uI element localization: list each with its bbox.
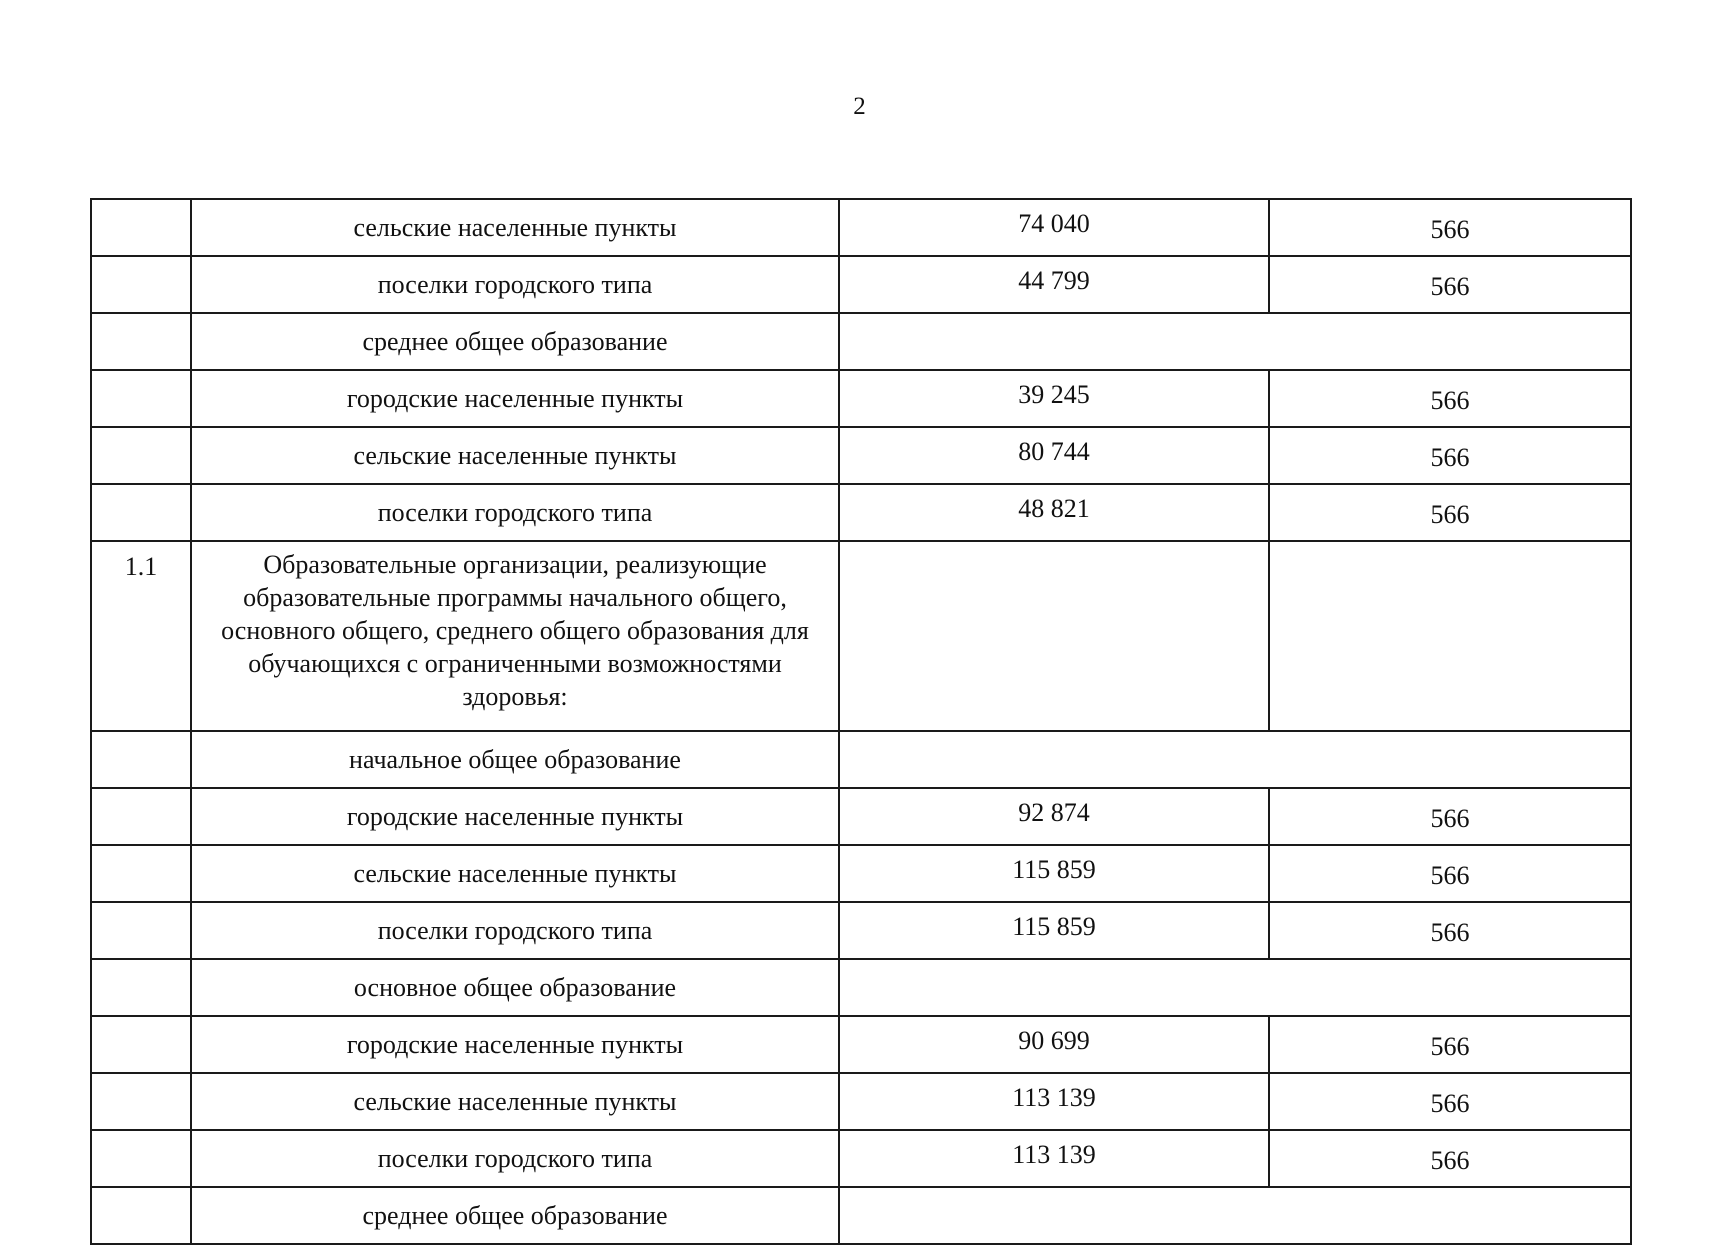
row-rate: 566 (1269, 370, 1631, 427)
row-number (91, 313, 191, 370)
merged-empty-cell (839, 1187, 1631, 1244)
row-rate: 566 (1269, 256, 1631, 313)
row-value: 39 245 (839, 370, 1269, 427)
row-rate: 566 (1269, 1016, 1631, 1073)
row-label: городские населенные пункты (191, 1016, 839, 1073)
row-number (91, 199, 191, 256)
row-number (91, 1073, 191, 1130)
row-value: 44 799 (839, 256, 1269, 313)
table-row (91, 902, 1631, 959)
row-value: 48 821 (839, 484, 1269, 541)
section-label: среднее общее образование (191, 313, 839, 370)
row-number (91, 1016, 191, 1073)
merged-empty-cell (839, 313, 1631, 370)
cost-standards-table (90, 198, 1632, 1245)
table-row (91, 1130, 1631, 1187)
row-rate: 566 (1269, 1073, 1631, 1130)
row-value: 92 874 (839, 788, 1269, 845)
row-value: 115 859 (839, 902, 1269, 959)
row-number (91, 788, 191, 845)
row-value: 74 040 (839, 199, 1269, 256)
section-label: среднее общее образование (191, 1187, 839, 1244)
section-label: начальное общее образование (191, 731, 839, 788)
row-label: городские населенные пункты (191, 788, 839, 845)
table-section-row (91, 731, 1631, 788)
row-label: Образовательные организации, реализующие образовательные программы начального общего, основного общего, среднего общего образования для обучающихся с ограниченными возможностями здоровья: (191, 541, 839, 731)
table-row (91, 1016, 1631, 1073)
row-number (91, 902, 191, 959)
table-row (91, 199, 1631, 256)
table-heading-row (91, 541, 1631, 731)
row-number (91, 1130, 191, 1187)
row-rate: 566 (1269, 902, 1631, 959)
section-label: основное общее образование (191, 959, 839, 1016)
row-value: 90 699 (839, 1016, 1269, 1073)
table-row (91, 484, 1631, 541)
merged-empty-cell (839, 731, 1631, 788)
page-number: 2 (853, 93, 866, 120)
row-value (839, 541, 1269, 731)
row-number (91, 1187, 191, 1244)
row-label: сельские населенные пункты (191, 199, 839, 256)
row-rate (1269, 541, 1631, 731)
row-label: поселки городского типа (191, 256, 839, 313)
table-row (91, 1073, 1631, 1130)
row-label: поселки городского типа (191, 902, 839, 959)
row-number: 1.1 (91, 541, 191, 731)
row-number (91, 731, 191, 788)
table-section-row (91, 313, 1631, 370)
row-number (91, 370, 191, 427)
row-number (91, 427, 191, 484)
row-label: сельские населенные пункты (191, 427, 839, 484)
row-value: 113 139 (839, 1073, 1269, 1130)
table-row (91, 427, 1631, 484)
table-section-row (91, 959, 1631, 1016)
row-label: поселки городского типа (191, 484, 839, 541)
merged-empty-cell (839, 959, 1631, 1016)
row-label: сельские населенные пункты (191, 1073, 839, 1130)
row-rate: 566 (1269, 788, 1631, 845)
table-row (91, 845, 1631, 902)
row-value: 80 744 (839, 427, 1269, 484)
row-number (91, 256, 191, 313)
row-rate: 566 (1269, 845, 1631, 902)
table-section-row (91, 1187, 1631, 1244)
row-rate: 566 (1269, 199, 1631, 256)
row-value: 115 859 (839, 845, 1269, 902)
table-row (91, 788, 1631, 845)
row-value: 113 139 (839, 1130, 1269, 1187)
row-label: сельские населенные пункты (191, 845, 839, 902)
row-number (91, 845, 191, 902)
table-row (91, 370, 1631, 427)
row-rate: 566 (1269, 427, 1631, 484)
row-rate: 566 (1269, 484, 1631, 541)
table-row (91, 256, 1631, 313)
row-rate: 566 (1269, 1130, 1631, 1187)
row-number (91, 959, 191, 1016)
row-label: городские населенные пункты (191, 370, 839, 427)
row-number (91, 484, 191, 541)
row-label: поселки городского типа (191, 1130, 839, 1187)
